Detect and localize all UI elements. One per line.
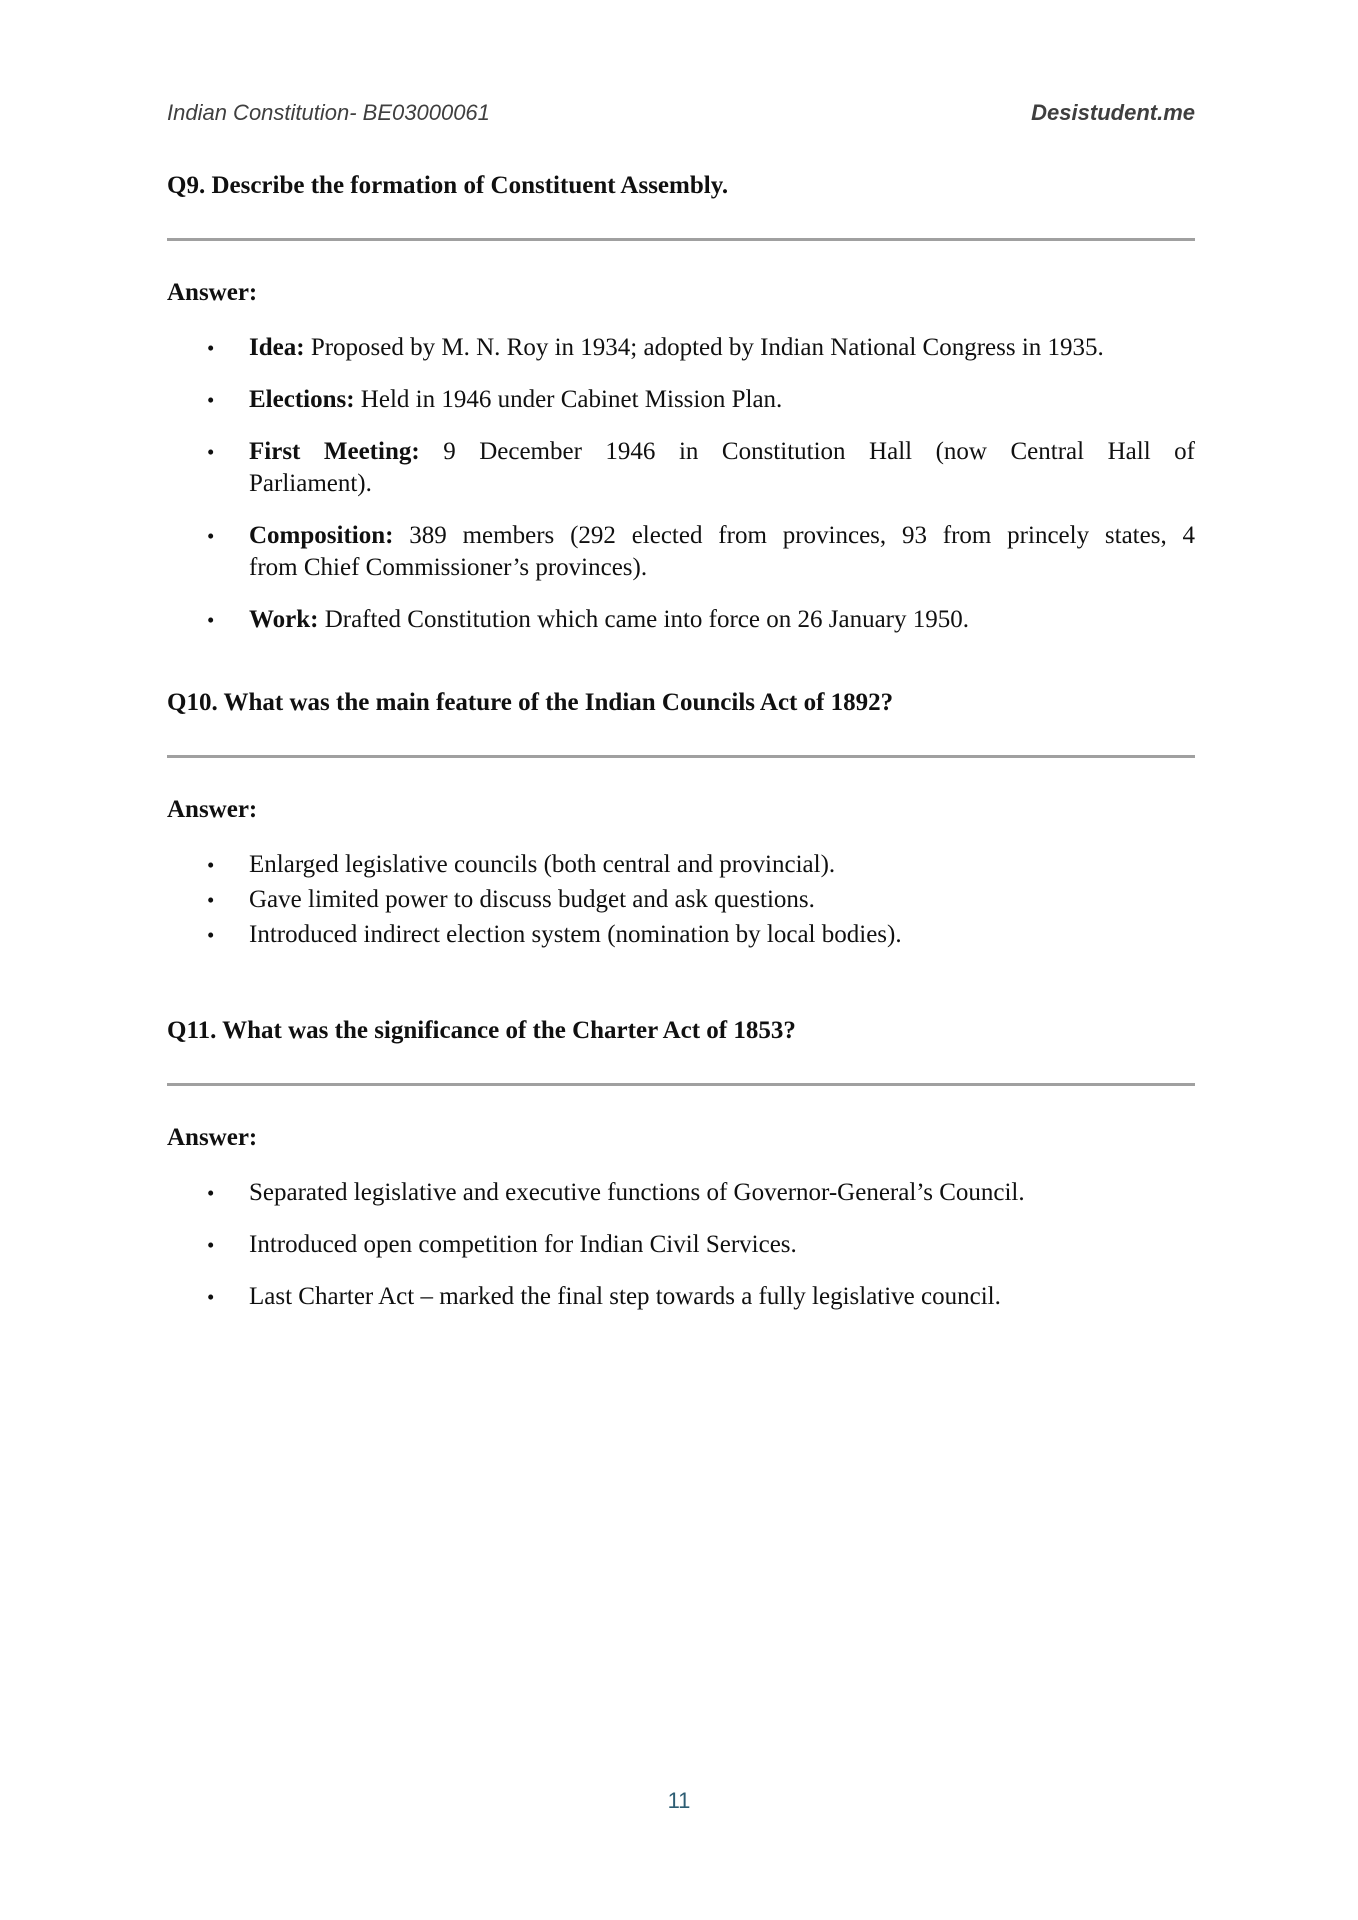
- bullet-text: Held in 1946 under Cabinet Mission Plan.: [360, 386, 783, 413]
- bullet-label: Composition:: [249, 522, 394, 549]
- question-title-q10: Q10. What was the main feature of the Indian Councils Act of 1892?: [167, 689, 894, 716]
- bullet-content: [249, 604, 1195, 636]
- bullet-icon: •: [207, 524, 215, 548]
- bullet-text: Gave limited power to discuss budget and ask questions.: [249, 886, 815, 913]
- page-header: [167, 0, 1195, 124]
- list-item: [207, 1281, 1195, 1313]
- divider: [167, 238, 1195, 241]
- bullet-label: Work:: [249, 606, 319, 633]
- bullet-content: [249, 520, 1195, 584]
- question-title-q11: Q11. What was the significance of the Charter Act of 1853?: [167, 1017, 796, 1044]
- section-q9: [167, 170, 1195, 636]
- divider: [167, 1083, 1195, 1086]
- list-item: [207, 884, 1195, 916]
- page-content: [167, 0, 1195, 1313]
- list-item: [207, 604, 1195, 636]
- bullet-text: 389 members (292 elected from provinces, 93 from princely states, 4: [409, 522, 1196, 549]
- bullet-line-1: [249, 436, 1195, 468]
- bullet-text: Separated legislative and executive functions of Governor-General’s Council.: [249, 1179, 1025, 1206]
- section-q10: [167, 687, 1195, 951]
- bullet-content: [249, 436, 1195, 500]
- bullet-icon: •: [207, 888, 215, 912]
- bullet-label: First Meeting:: [249, 438, 420, 465]
- list-item: [207, 384, 1195, 416]
- bullet-icon: •: [207, 440, 215, 464]
- bullet-icon: •: [207, 853, 215, 877]
- bullet-icon: •: [207, 388, 215, 412]
- bullet-text: Last Charter Act – marked the final step towards a fully legislative council.: [249, 1283, 1001, 1310]
- section-q11: [167, 1015, 1195, 1313]
- bullet-icon: •: [207, 1285, 215, 1309]
- bullet-icon: •: [207, 1233, 215, 1257]
- list-item: [207, 1229, 1195, 1261]
- bullet-text: Enlarged legislative councils (both central and provincial).: [249, 851, 836, 878]
- bullet-content: [249, 332, 1195, 364]
- bullet-label: Idea:: [249, 334, 305, 361]
- answer-label: Answer:: [167, 796, 258, 823]
- bullet-content: [249, 384, 1195, 416]
- bullet-icon: •: [207, 1181, 215, 1205]
- list-item: [207, 332, 1195, 364]
- bullet-label: Elections:: [249, 386, 355, 413]
- answer-list-q9: [167, 332, 1195, 636]
- header-site-name: Desistudent.me: [1031, 100, 1195, 125]
- bullet-text: Introduced open competition for Indian Civil Services.: [249, 1231, 797, 1258]
- list-item: [207, 919, 1195, 951]
- page-number: 11: [667, 1788, 691, 1813]
- bullet-line-2: Parliament).: [249, 470, 372, 497]
- divider: [167, 755, 1195, 758]
- bullet-icon: •: [207, 923, 215, 947]
- bullet-text: Drafted Constitution which came into force on 26 January 1950.: [324, 606, 969, 633]
- bullet-icon: •: [207, 336, 215, 360]
- list-item: [207, 849, 1195, 881]
- answer-label: Answer:: [167, 279, 258, 306]
- list-item: [207, 436, 1195, 500]
- answer-label: Answer:: [167, 1124, 258, 1151]
- header-course-title: Indian Constitution- BE03000061: [167, 100, 490, 125]
- bullet-text: Proposed by M. N. Roy in 1934; adopted by Indian National Congress in 1935.: [310, 334, 1104, 361]
- question-title-q9: Q9. Describe the formation of Constituent Assembly.: [167, 172, 729, 199]
- list-item: [207, 520, 1195, 584]
- list-item: [207, 1177, 1195, 1209]
- bullet-line-1: [249, 520, 1195, 552]
- bullet-icon: •: [207, 608, 215, 632]
- bullet-text: Introduced indirect election system (nomination by local bodies).: [249, 921, 902, 948]
- answer-list-q11: [167, 1177, 1195, 1313]
- answer-list-q10: [167, 849, 1195, 951]
- bullet-text: 9 December 1946 in Constitution Hall (now Central Hall of: [443, 438, 1195, 465]
- bullet-line-2: from Chief Commissioner’s provinces).: [249, 554, 648, 581]
